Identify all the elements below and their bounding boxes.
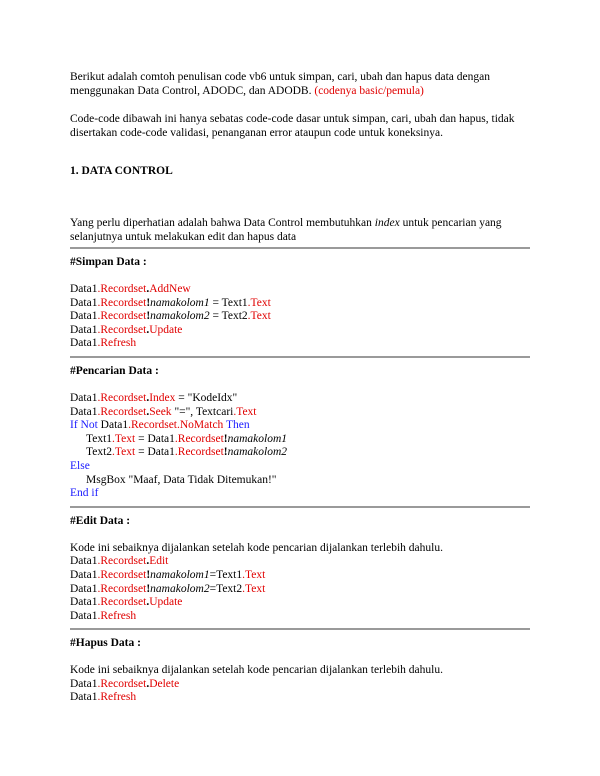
code-token: Data1	[70, 310, 98, 323]
subheading-edit: #Edit Data :	[70, 514, 131, 527]
code-token: Recordset	[100, 310, 147, 323]
code-line	[70, 569, 530, 583]
code-token: Recordset	[100, 677, 147, 690]
code-token: !	[146, 296, 151, 309]
note-text: Yang perlu diperhatian adalah bahwa Data Control membutuhkan	[70, 217, 375, 229]
code-token: .	[247, 296, 251, 309]
code-token: Recordset	[100, 296, 147, 309]
code-block-edit	[70, 542, 530, 624]
code-token: Recordset	[100, 283, 147, 295]
code-token: Data1	[70, 677, 98, 690]
code-token: namakolom2	[150, 310, 210, 323]
code-line	[70, 406, 530, 420]
code-token: Text	[114, 446, 136, 459]
code-token: =	[135, 446, 148, 459]
code-token: Text	[236, 405, 257, 418]
intro-text: Berikut adalah comtoh penulisan code vb6 untuk simpan, cari, ubah dan hapus data dengan menggunakan Data Control, ADODC, dan ADODB.	[70, 71, 490, 97]
code-token: Data1	[70, 555, 98, 568]
code-token: .	[174, 432, 178, 445]
code-token: .	[112, 432, 115, 445]
code-token: Seek	[149, 405, 172, 418]
code-token: .	[233, 405, 237, 418]
code-token: Text2	[86, 446, 113, 459]
code-token: Recordset	[100, 555, 147, 568]
code-token: If Not	[70, 419, 98, 432]
code-token: Text1	[221, 296, 248, 309]
code-line	[70, 555, 530, 569]
code-token: NoMatch	[179, 419, 224, 432]
code-token: Data1	[147, 432, 175, 445]
code-token: Data1	[70, 405, 98, 418]
code-token: namakolom1	[150, 296, 210, 309]
code-token: .	[97, 405, 101, 418]
code-token: !	[223, 432, 228, 445]
subheading-hapus: #Hapus Data :	[70, 637, 141, 650]
code-line: MsgBox "Maaf, Data Tidak Ditemukan!"	[86, 473, 277, 486]
divider	[70, 628, 530, 630]
code-token: Data1	[70, 337, 98, 350]
code-token: Refresh	[100, 609, 137, 622]
intro-paragraph-2: Code-code dibawah ini hanya sebatas code-code dasar untuk simpan, cari, ubah dan hapus, tidak disertakan code-code validasi, penanganan error ataupun code untuk koneksinya.	[70, 113, 515, 139]
code-token: .	[97, 582, 101, 595]
code-token: .	[97, 691, 101, 704]
code-line	[70, 310, 530, 324]
code-token: Recordset	[100, 582, 147, 595]
code-token: Data1	[70, 323, 98, 336]
code-block-hapus	[70, 664, 530, 705]
code-line	[70, 596, 530, 610]
code-token: Recordset	[131, 419, 177, 432]
code-token: =	[209, 296, 222, 309]
divider	[70, 247, 530, 249]
code-token: "=", Textcari	[171, 405, 234, 418]
code-token: Data1	[70, 391, 98, 404]
code-token: Update	[149, 323, 183, 336]
subheading-simpan: #Simpan Data :	[70, 256, 147, 268]
code-token: Recordset	[100, 405, 147, 418]
code-token: .	[247, 310, 251, 323]
code-token: Data1	[70, 296, 98, 309]
code-line	[70, 610, 530, 624]
code-token: Then	[225, 419, 250, 432]
code-token: .	[97, 596, 101, 609]
code-token: Text1	[86, 432, 113, 445]
code-line	[70, 297, 530, 311]
code-token: Recordset	[100, 568, 147, 581]
code-token: !	[146, 568, 151, 581]
code-token: Data1	[70, 596, 98, 609]
code-token: = "KodeIdx"	[175, 391, 238, 404]
code-token: Recordset	[177, 432, 224, 445]
divider	[70, 356, 530, 358]
code-token: .	[146, 405, 150, 418]
code-token: =	[209, 310, 222, 323]
code-token: =	[209, 582, 217, 595]
document-page	[70, 70, 530, 705]
code-token: Edit	[149, 555, 169, 568]
code-token: Refresh	[100, 337, 137, 350]
code-token: AddNew	[149, 283, 191, 295]
code-token: Text	[114, 432, 136, 445]
code-block-pencarian	[70, 392, 530, 501]
section-heading-data-control: 1. DATA CONTROL	[70, 165, 173, 177]
code-token: .	[112, 446, 115, 459]
code-token: Recordset	[100, 391, 147, 404]
code-line	[70, 433, 530, 447]
code-token: =	[135, 432, 148, 445]
code-token: .	[242, 582, 245, 595]
code-block-simpan	[70, 283, 530, 351]
code-line	[70, 337, 530, 351]
code-line	[70, 283, 530, 297]
code-token: Text1	[216, 568, 243, 581]
code-token: Delete	[149, 677, 180, 690]
code-line	[70, 691, 530, 705]
code-token: Data1	[70, 283, 98, 295]
code-token: Data1	[70, 568, 98, 581]
code-line	[70, 583, 530, 597]
code-line: End if	[70, 487, 99, 500]
code-token: =	[209, 568, 217, 581]
code-line	[70, 678, 530, 692]
code-token: Text2	[221, 310, 248, 323]
code-token: .	[128, 419, 132, 432]
note-text-end: untuk pencarian yang selanjutnya untuk melakukan edit dan hapus data	[70, 217, 502, 243]
code-token: namakolom2	[227, 446, 288, 459]
code-token: .	[146, 391, 150, 404]
code-token: Recordset	[177, 446, 224, 459]
code-line	[70, 324, 530, 338]
code-token: Text	[250, 296, 271, 309]
code-token: Data1	[70, 582, 98, 595]
code-token: namakolom2	[150, 582, 210, 595]
code-line	[70, 446, 530, 460]
code-token: namakolom1	[150, 568, 210, 581]
code-token: !	[146, 310, 151, 323]
code-token: .	[146, 555, 150, 568]
code-line: Else	[70, 459, 90, 472]
code-token: .	[97, 296, 101, 309]
code-token: !	[146, 582, 151, 595]
code-token: Text	[245, 568, 266, 581]
code-token: Data1	[100, 419, 129, 432]
code-token: .	[97, 677, 101, 690]
code-token: namakolom1	[227, 432, 288, 445]
code-token: .	[97, 283, 101, 295]
intro-paragraph-1	[70, 70, 530, 98]
code-token: Text	[245, 582, 266, 595]
code-token: Update	[149, 596, 183, 609]
code-desc: Kode ini sebaiknya dijalankan setelah kode pencarian dijalankan terlebih dahulu.	[70, 664, 443, 677]
code-token: .	[242, 568, 245, 581]
subheading-pencarian: #Pencarian Data :	[70, 364, 159, 377]
code-token: Data1	[70, 609, 98, 622]
code-token: .	[146, 596, 150, 609]
code-token: Recordset	[100, 596, 147, 609]
code-token: Index	[149, 391, 176, 404]
code-token: .	[97, 337, 101, 350]
code-token: Refresh	[100, 691, 137, 704]
code-token: Text2	[216, 582, 243, 595]
code-token: .	[97, 555, 101, 568]
code-token: .	[177, 419, 180, 432]
code-token: Data1	[147, 446, 175, 459]
code-token: .	[97, 391, 101, 404]
note-italic-index: index	[374, 217, 400, 229]
code-token: .	[146, 283, 150, 295]
code-token: .	[174, 446, 178, 459]
code-line	[70, 392, 530, 406]
code-token: Text	[250, 310, 271, 323]
code-line	[70, 419, 530, 433]
code-token: Recordset	[100, 323, 147, 336]
code-desc: Kode ini sebaiknya dijalankan setelah kode pencarian dijalankan terlebih dahulu.	[70, 541, 443, 554]
code-token: .	[97, 323, 101, 336]
code-token: .	[146, 323, 150, 336]
code-token: .	[97, 310, 101, 323]
divider	[70, 506, 530, 508]
intro-note-red: (codenya basic/pemula)	[314, 85, 424, 97]
index-note	[70, 216, 530, 244]
code-token: .	[97, 568, 101, 581]
code-token: !	[223, 446, 228, 459]
code-token: .	[97, 609, 101, 622]
code-token: Data1	[70, 691, 98, 704]
code-token: .	[146, 677, 150, 690]
